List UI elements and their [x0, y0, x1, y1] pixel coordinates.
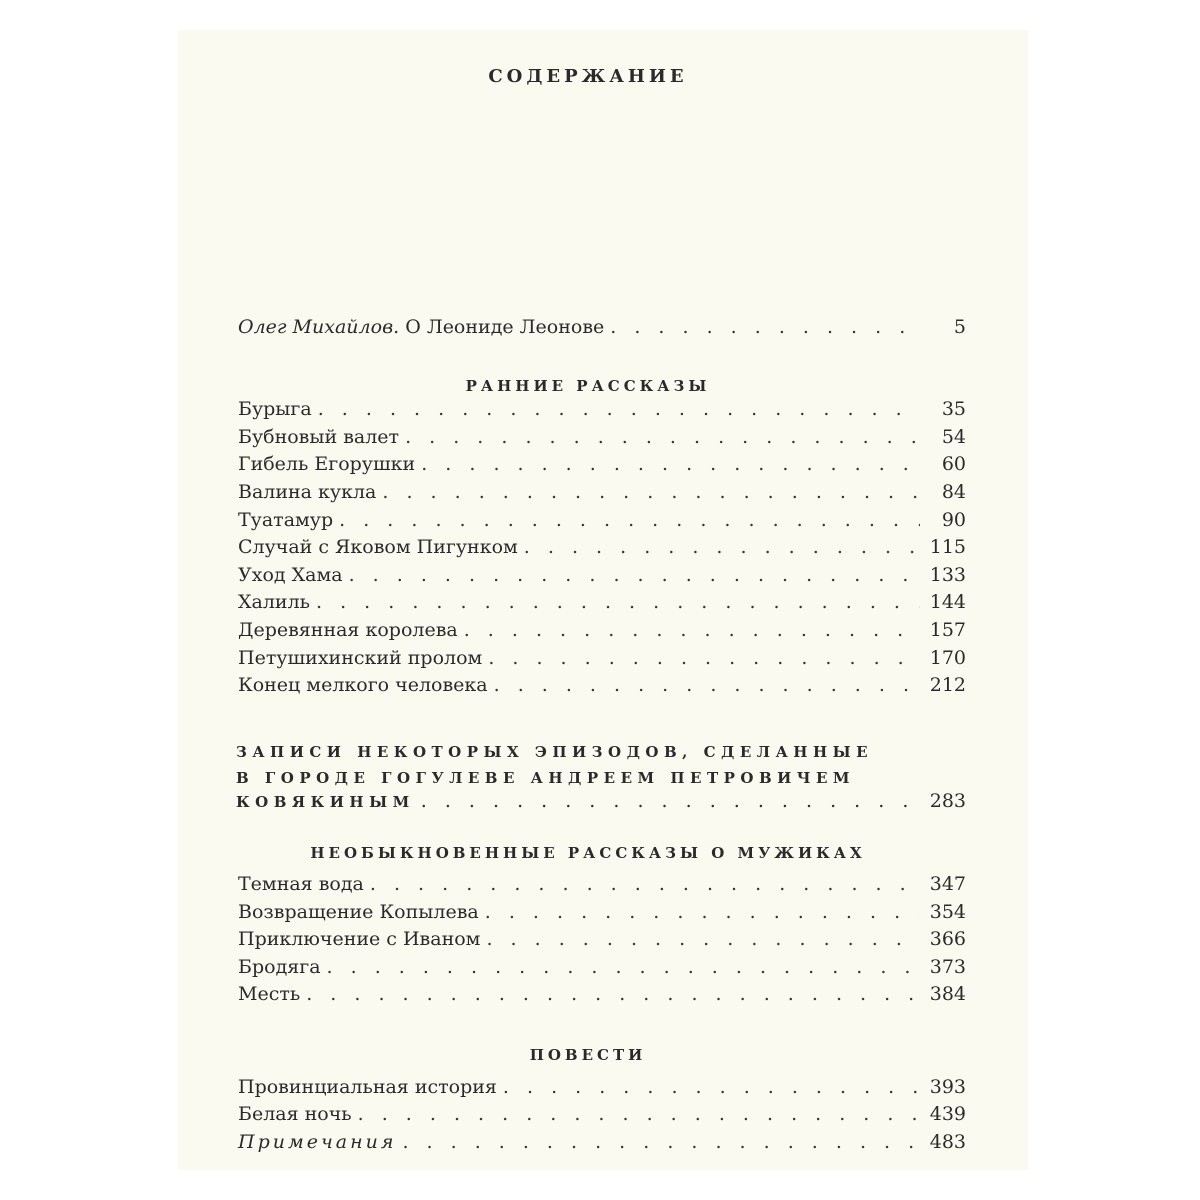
page-number: 170 [929, 647, 966, 669]
dot-leader [421, 453, 920, 475]
dot-leader [318, 398, 920, 420]
toc-entry[interactable]: Бубновый валет . . . 54 [238, 426, 966, 452]
toc-entry[interactable]: Гибель Егорушки . . . 60 [238, 453, 966, 479]
toc-entry[interactable]: Деревянная королева . . . 157 [238, 619, 966, 645]
toc-entry[interactable]: Приключение с Иваном . . . 366 [238, 928, 966, 954]
dot-leader [339, 509, 920, 531]
toc-entry[interactable]: Бурыга . . . 35 [238, 398, 966, 424]
dot-leader [382, 481, 920, 503]
section-heading-novellas: ПОВЕСТИ [529, 1046, 647, 1064]
page-number: 347 [929, 873, 966, 895]
toc-entry[interactable]: Месть . . . 384 [238, 983, 966, 1009]
intro-title: О Леониде Леонове [405, 316, 605, 338]
book-page [178, 30, 1028, 1170]
page-number: 84 [941, 481, 966, 503]
page-number: 384 [929, 983, 966, 1005]
toc-entry[interactable]: Уход Хама . . . 133 [238, 564, 966, 590]
dot-leader [488, 647, 920, 669]
records-title-line-1: ЗАПИСИ НЕКОТОРЫХ ЭПИЗОДОВ, СДЕЛАННЫЕ [236, 743, 874, 761]
dot-leader [503, 1076, 920, 1098]
page-number: 373 [929, 956, 966, 978]
dot-leader [370, 873, 920, 895]
page-number: 5 [953, 316, 966, 338]
toc-entry-records[interactable] [236, 790, 966, 812]
toc-entry[interactable]: Валина кукла . . . 84 [238, 481, 966, 507]
page-number: 354 [929, 901, 966, 923]
dot-leader [349, 564, 920, 586]
toc-entry[interactable]: Случай с Яковом Пигунком . . . 115 [238, 536, 966, 562]
dot-leader [358, 1103, 920, 1125]
records-title-line-2: В ГОРОДЕ ГОГУЛЕВЕ АНДРЕЕМ ПЕТРОВИЧЕМ [236, 769, 856, 787]
section-heading-peasant-stories: НЕОБЫКНОВЕННЫЕ РАССКАЗЫ О МУЖИКАХ [310, 844, 866, 862]
dot-leader [405, 426, 920, 448]
page-number: 283 [929, 790, 966, 812]
dot-leader [485, 901, 920, 923]
page-title: СОДЕРЖАНИЕ [488, 66, 688, 87]
toc-entry[interactable]: Белая ночь . . . 439 [238, 1103, 966, 1129]
page-number: 157 [929, 619, 966, 641]
toc-entry[interactable]: Халиль . . . 144 [238, 591, 966, 617]
dot-leader [494, 674, 920, 696]
dot-leader [316, 591, 920, 613]
toc-entry[interactable]: Конец мелкого человека . . . 212 [238, 674, 966, 700]
dot-leader [327, 956, 920, 978]
intro-author: Олег Михайлов. [238, 316, 400, 338]
dot-leader [402, 1131, 920, 1153]
toc-entry[interactable]: Темная вода . . . 347 [238, 873, 966, 899]
page-number: 144 [929, 591, 966, 613]
dot-leader [524, 536, 920, 558]
page-number: 35 [941, 398, 966, 420]
dot-leader [464, 619, 920, 641]
page-number: 393 [929, 1076, 966, 1098]
toc-entry[interactable]: Провинциальная история . . . 393 [238, 1076, 966, 1102]
page-number: 366 [929, 928, 966, 950]
dot-leader [421, 790, 920, 812]
dot-leader [306, 983, 920, 1005]
toc-entry[interactable]: Петушихинский пролом . . . 170 [238, 647, 966, 673]
page-number: 115 [929, 536, 966, 558]
toc-entry[interactable]: Туатамур . . . 90 [238, 509, 966, 535]
page-number: 212 [929, 674, 966, 696]
page-number: 54 [941, 426, 966, 448]
toc-entry[interactable]: Возвращение Копылева . . . 354 [238, 901, 966, 927]
toc-entry[interactable]: Бродяга . . . 373 [238, 956, 966, 982]
records-title-line-3: КОВЯКИНЫМ [236, 793, 415, 811]
page-number: 133 [929, 564, 966, 586]
page-number: 439 [929, 1103, 966, 1125]
dot-leader [486, 928, 920, 950]
section-heading-early-stories: РАННИЕ РАССКАЗЫ [465, 377, 711, 395]
page-number: 60 [941, 453, 966, 475]
page-number: 90 [941, 509, 966, 531]
dot-leader [610, 316, 920, 338]
page-number: 483 [929, 1131, 966, 1153]
toc-entry-notes[interactable]: Примечания . . . 483 [238, 1131, 966, 1157]
toc-entry-intro[interactable] [238, 316, 966, 342]
